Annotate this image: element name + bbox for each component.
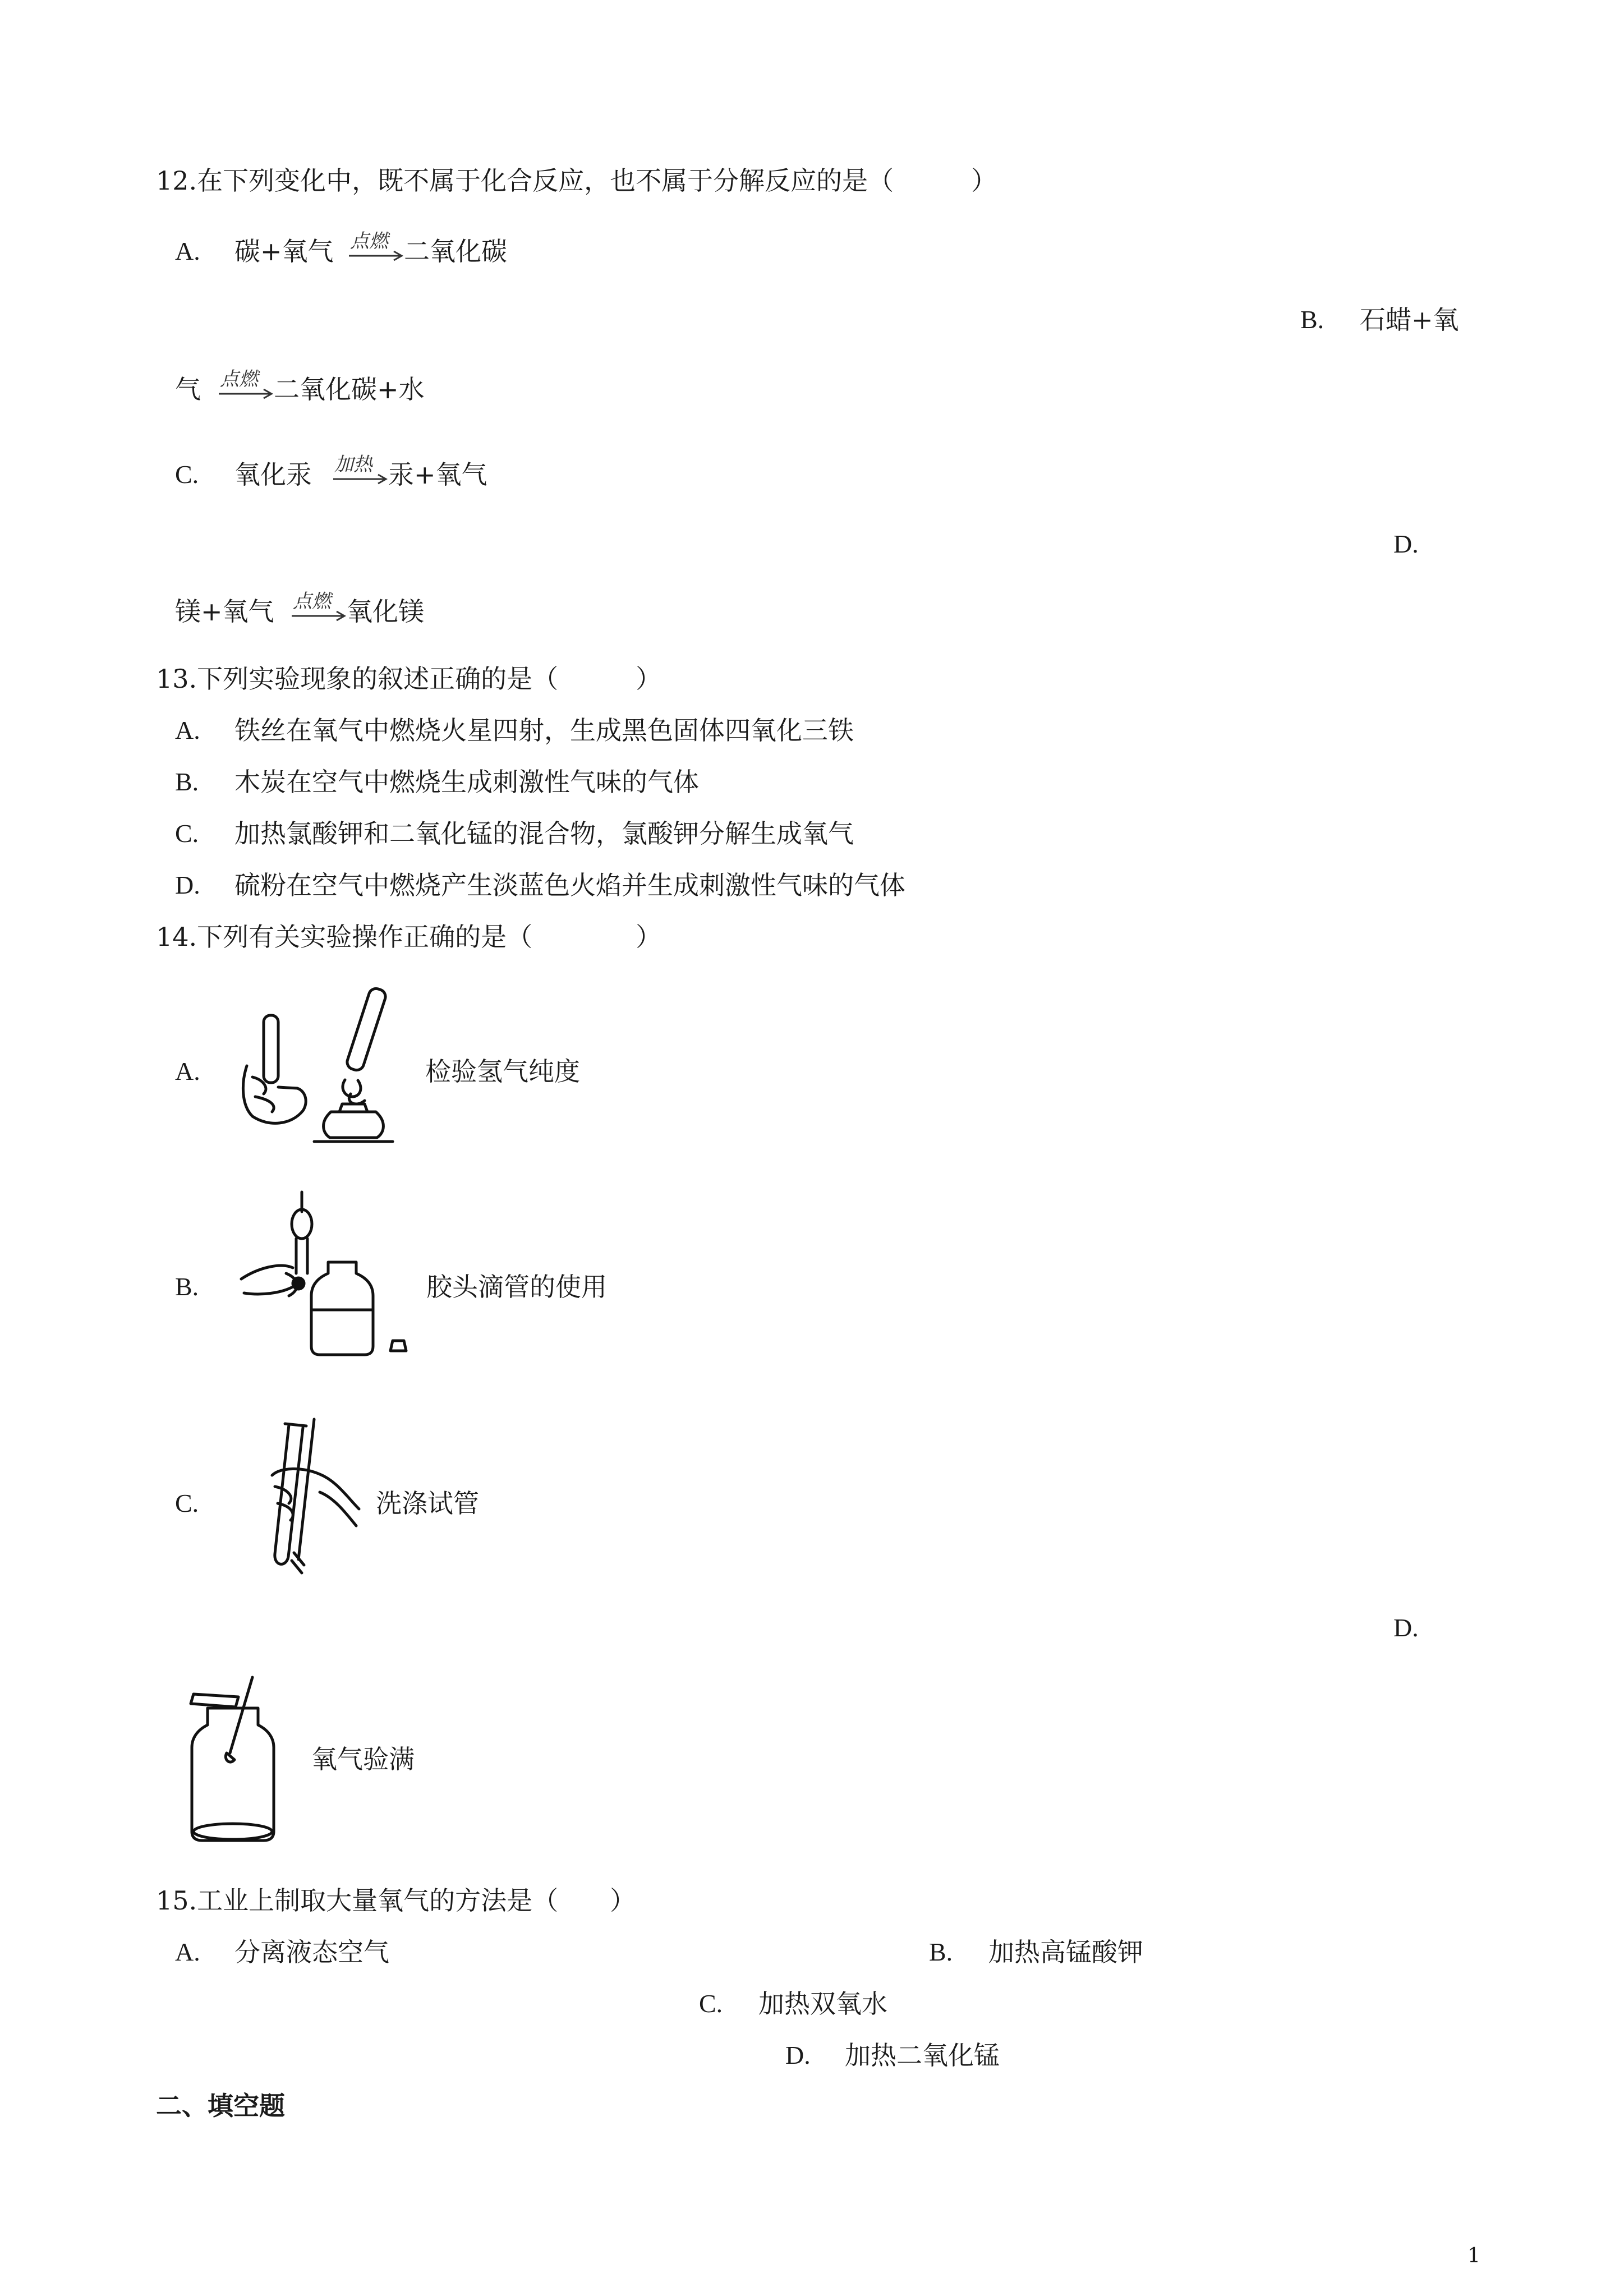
- q14-option-a-letter: A.: [175, 1057, 200, 1085]
- q12-option-d-letter: D.: [1393, 530, 1419, 558]
- dropper-usage-figure: [236, 1189, 415, 1358]
- reaction-condition-label: 点燃: [220, 368, 258, 390]
- q12-option-b-arrow: [218, 368, 274, 406]
- hydrogen-purity-test-figure: [230, 982, 421, 1144]
- q14-option-b-text: 胶头滴管的使用: [426, 1272, 607, 1302]
- q14-stem: 14.下列有关实验操作正确的是（ ）: [156, 922, 662, 952]
- q14-option-a-text: 检验氢气纯度: [425, 1056, 580, 1087]
- q14-option-d-letter: D.: [1393, 1613, 1419, 1642]
- right-arrow-icon: [332, 468, 388, 485]
- q15-option-b-text: 加热高锰酸钾: [988, 1937, 1143, 1967]
- right-arrow-icon: [218, 383, 274, 399]
- q12-option-b-left2: 气: [175, 374, 201, 404]
- q12-option-b-right: 二氧化碳+水: [274, 374, 425, 404]
- q14-option-d-text: 氧气验满: [311, 1744, 415, 1774]
- q12-option-b-letter: B.: [1300, 305, 1324, 334]
- right-arrow-icon: [291, 605, 347, 622]
- page-number: 1: [1467, 2244, 1480, 2267]
- q12-stem: 12.在下列变化中，既不属于化合反应，也不属于分解反应的是（ ）: [156, 165, 997, 196]
- q13-option-a-text: 铁丝在氧气中燃烧火星四射，生成黑色固体四氧化三铁: [234, 715, 854, 746]
- q15-option-d-text: 加热二氧化锰: [845, 2040, 1000, 2070]
- q13-option-b-text: 木炭在空气中燃烧生成刺激性气味的气体: [234, 767, 699, 797]
- q12-option-d-arrow: [291, 590, 347, 628]
- q15-stem: 15.工业上制取大量氧气的方法是（ ）: [156, 1885, 636, 1916]
- q13-option-c-text: 加热氯酸钾和二氧化锰的混合物，氯酸钾分解生成氧气: [234, 818, 854, 849]
- q13-option-d-letter: D.: [175, 871, 200, 899]
- q12-option-a-left: 碳+氧气: [234, 236, 334, 266]
- q12-option-d-left: 镁+氧气: [175, 596, 274, 627]
- q12-option-c-left: 氧化汞: [234, 459, 312, 490]
- q13-option-d-text: 硫粉在空气中燃烧产生淡蓝色火焰并生成刺激性气味的气体: [234, 870, 905, 900]
- q14-option-b-letter: B.: [175, 1272, 199, 1301]
- q15-option-b-letter: B.: [929, 1938, 953, 1966]
- q12-option-d-right: 氧化镁: [347, 596, 424, 627]
- q12-option-c-right: 汞+氧气: [388, 459, 487, 490]
- q15-option-a-text: 分离液态空气: [234, 1937, 389, 1967]
- oxygen-full-test-figure: [185, 1674, 286, 1843]
- reaction-condition-label: 加热: [334, 453, 372, 476]
- q12-option-a-letter: A.: [175, 237, 200, 265]
- section-title: 二、填空题: [156, 2091, 285, 2121]
- q13-stem: 13.下列实验现象的叙述正确的是（ ）: [156, 664, 662, 694]
- right-arrow-icon: [348, 245, 404, 261]
- q15-option-c-text: 加热双氧水: [758, 1989, 887, 2019]
- q12-option-a-arrow: [348, 230, 404, 268]
- reaction-condition-label: 点燃: [293, 590, 331, 613]
- q13-option-b-letter: B.: [175, 767, 199, 796]
- q12-option-c-arrow: [332, 453, 388, 491]
- reaction-condition-label: 点燃: [350, 230, 388, 252]
- q14-option-c-text: 洗涤试管: [376, 1488, 479, 1519]
- q15-option-a-letter: A.: [175, 1938, 200, 1966]
- q12-option-a-right: 二氧化碳: [404, 236, 507, 266]
- q15-option-d-letter: D.: [785, 2041, 811, 2069]
- q14-option-c-letter: C.: [175, 1489, 199, 1517]
- test-tube-washing-figure: [236, 1414, 370, 1582]
- q12-option-c-letter: C.: [175, 460, 199, 489]
- q12-option-b-left1: 石蜡+氧: [1360, 305, 1459, 335]
- q15-option-c-letter: C.: [699, 1989, 723, 2018]
- q13-option-c-letter: C.: [175, 819, 199, 848]
- q13-option-a-letter: A.: [175, 716, 200, 744]
